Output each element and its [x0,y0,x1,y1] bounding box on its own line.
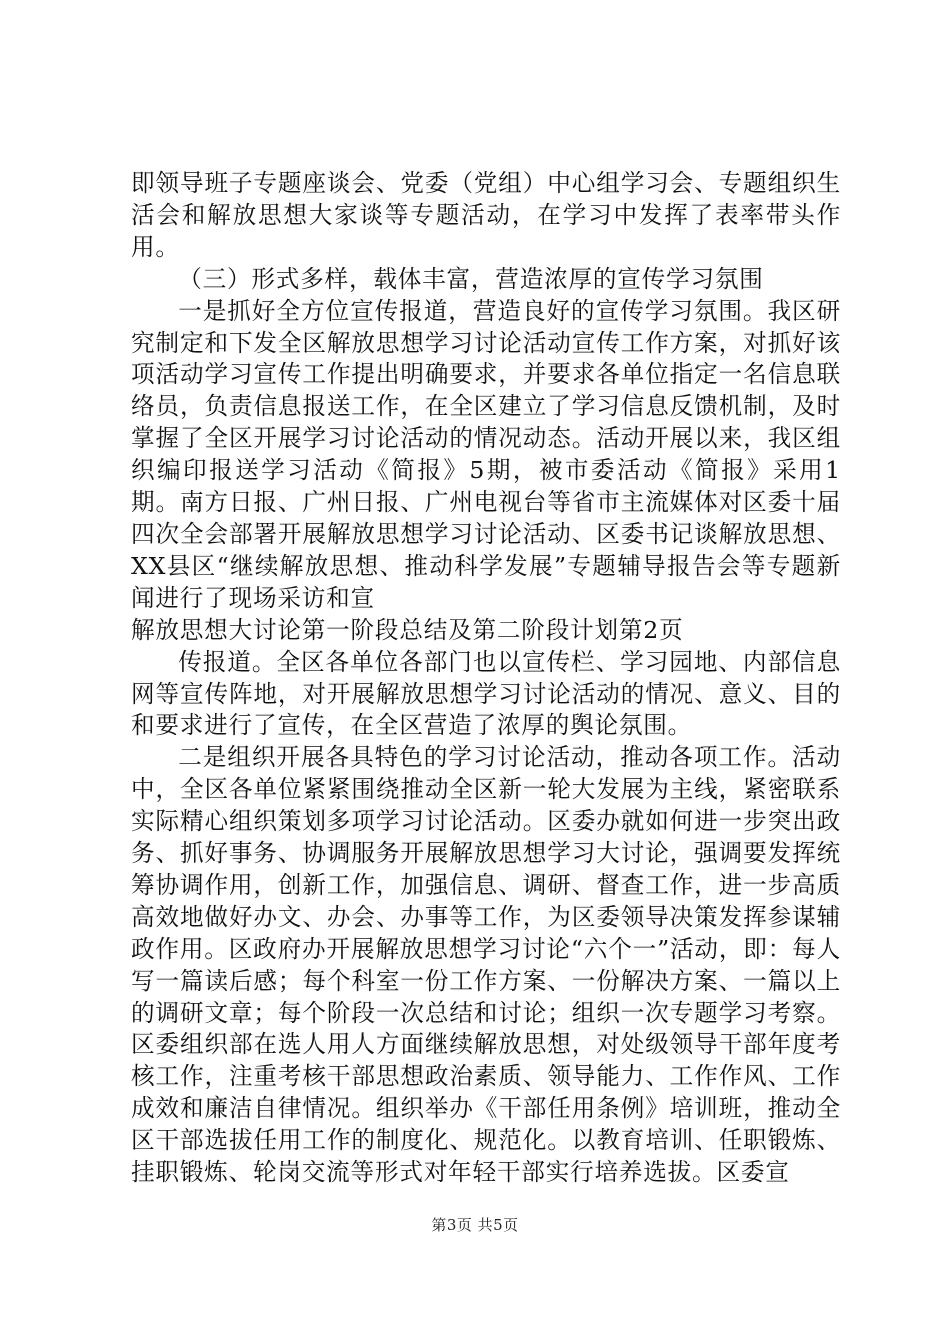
paragraph-6: 二是组织开展各具特色的学习讨论活动，推动各项工作。活动中，全区各单位紧紧围绕推动全区新一轮大发展为主线，紧密联系实际精心组织策划多项学习讨论活动。区委办就如何进一步突出政务、抓好事务、协调服务开展解放思想学习大讨论，强调要发挥统筹协调作用，创新工作，加强信息、调研、督查工作，进一步高质高效地做好办文、办会、办事等工作，为区委领导决策发挥参谋辅政作用。区政府办开展解放思想学习讨论“六个一”活动，即：每人写一篇读后感；每个科室一份工作方案、一份解决方案、一篇以上的调研文章；每个阶段一次总结和讨论；组织一次专题学习考察。区委组织部在选人用人方面继续解放思想，对处级领导干部年度考核工作，注重考核干部思想政治素质、领导能力、工作作风、工作成效和廉洁自律情况。组织举办《干部任用条例》培训班，推动全区干部选拔任用工作的制度化、规范化。以教育培训、任职锻炼、挂职锻炼、轮岗交流等形式对年轻干部实行培养选拔。区委宣 [131,743,841,1187]
document-body [131,168,841,1189]
page-footer: 第3页 共5页 [431,1216,519,1234]
section-heading: （三）形式多样，载体丰富，营造浓厚的宣传学习氛围 [178,264,764,293]
running-title-line: 解放思想大讨论第一阶段总结及第二阶段计划第2页 [131,615,684,644]
paragraph-1: 即领导班子专题座谈会、党委（党组）中心组学习会、专题组织生活会和解放思想大家谈等专题活动，在学习中发挥了表率带头作用。 [131,169,841,261]
paragraph-5: 传报道。全区各单位各部门也以宣传栏、学习园地、内部信息网等宣传阵地，对开展解放思想学习讨论活动的情况、意义、目的和要求进行了宣传，在全区营造了浓厚的舆论氛围。 [131,647,841,740]
paragraph-3: 一是抓好全方位宣传报道，营造良好的宣传学习氛围。我区研究制定和下发全区解放思想学习讨论活动宣传工作方案，对抓好该项活动学习宣传工作提出明确要求，并要求各单位指定一名信息联络员，负责信息报送工作，在全区建立了学习信息反馈机制，及时掌握了全区开展学习讨论活动的情况动态。活动开展以来，我区组织编印报送学习活动《简报》5期，被市委活动《简报》采用1期。南方日报、广州日报、广州电视台等省市主流媒体对区委十届四次全会部署开展解放思想学习讨论活动、区委书记谈解放思想、XX县区“继续解放思想、推动科学发展”专题辅导报告会等专题新闻进行了现场采访和宣 [131,296,841,612]
